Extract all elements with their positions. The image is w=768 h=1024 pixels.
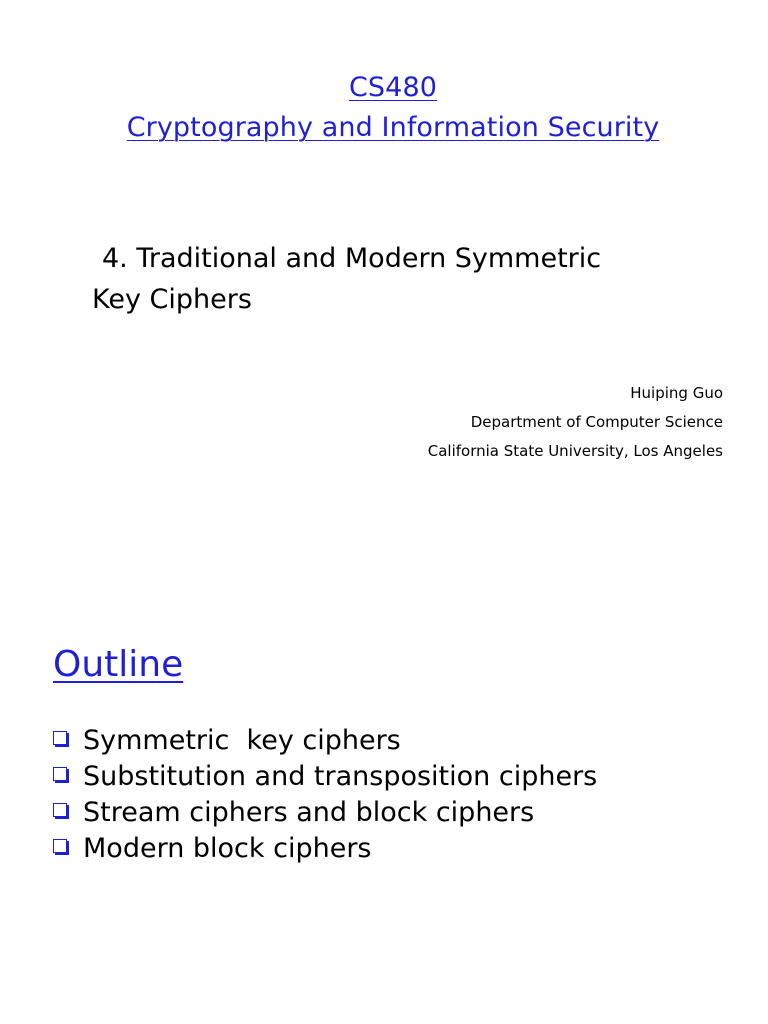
square-bullet-icon [53,839,67,853]
outline-list [53,722,597,866]
square-bullet-icon [53,731,67,745]
list-item-text: Substitution and transposition ciphers [83,760,598,792]
list-item [53,794,597,830]
author-department: Department of Computer Science [470,413,723,431]
list-item [53,722,597,758]
course-header [0,68,768,148]
author-university: California State University, Los Angeles [427,442,723,460]
list-item-text: Modern block ciphers [83,832,372,864]
lecture-title-line2: Key Ciphers [92,284,252,315]
title-slide [0,0,768,500]
list-item-text: Stream ciphers and block ciphers [83,796,535,828]
author-block [428,379,723,466]
lecture-title [92,238,732,320]
lecture-title-line1: 4. Traditional and Modern Symmetric [102,243,602,274]
list-item [53,758,597,794]
outline-title: Outline [53,644,184,685]
square-bullet-icon [53,767,67,781]
square-bullet-icon [53,803,67,817]
course-name-link[interactable]: Cryptography and Information Security [126,112,660,143]
list-item-text: Symmetric key ciphers [83,724,401,756]
course-code-link[interactable]: CS480 [348,72,438,103]
list-item [53,830,597,866]
author-name: Huiping Guo [630,384,723,402]
